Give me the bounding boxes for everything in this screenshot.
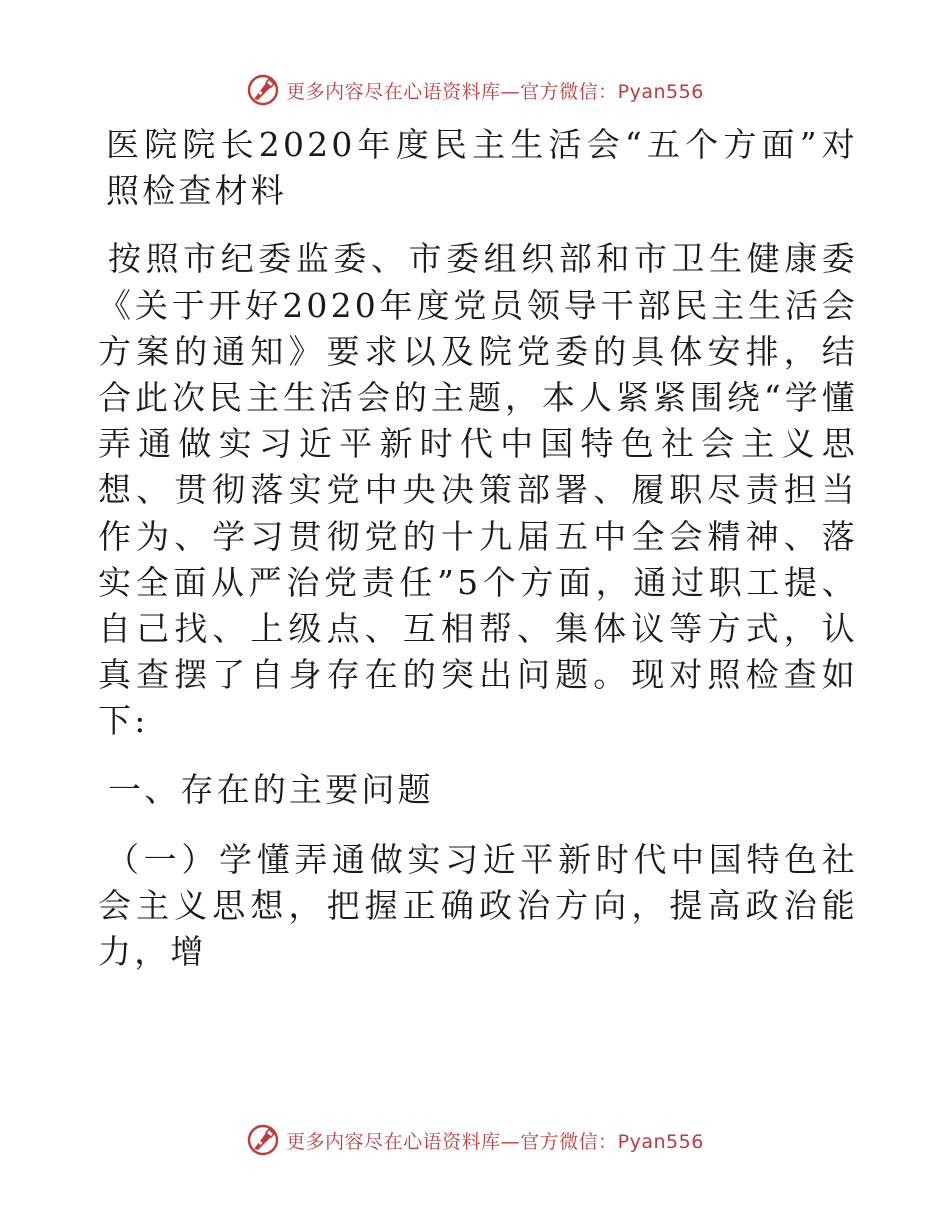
watermark-banner-bottom: [0, 1120, 950, 1160]
watermark-banner-text: 更多内容尽在心语资料库—官方微信：Pyan556: [286, 80, 704, 103]
pen-nib-logo-icon: [246, 73, 280, 107]
section-heading: 一、存在的主要问题: [108, 769, 434, 809]
document-body: [98, 122, 858, 975]
watermark-banner-top: [0, 70, 950, 110]
document-title: 医院院长2020年度民主生活会“五个方面”对照检查材料: [106, 125, 858, 211]
intro-paragraph: 按照市纪委监委、市委组织部和市卫生健康委《关于开好2020年度党员领导干部民主生活会方案的通知》要求以及院党委的具体安排，结合此次民主生活会的主题，本人紧紧围绕“学懂弄通做实习近平新时代中国特色社会主义思想、贯彻落实党中央决策部署、履职尽责担当作为、学习贯彻党的十九届五中全会精神、落实全面从严治党责任”5个方面，通过职工提、自己找、上级点、互相帮、集体议等方式，认真查摆了自身存在的突出问题。现对照检查如下:: [98, 239, 858, 741]
subsection-heading: （一）学懂弄通做实习近平新时代中国特色社会主义思想，把握正确政治方向，提高政治能力，增: [98, 839, 858, 972]
watermark-banner-text: 更多内容尽在心语资料库—官方微信：Pyan556: [286, 1130, 704, 1153]
pen-nib-logo-icon: [246, 1123, 280, 1157]
